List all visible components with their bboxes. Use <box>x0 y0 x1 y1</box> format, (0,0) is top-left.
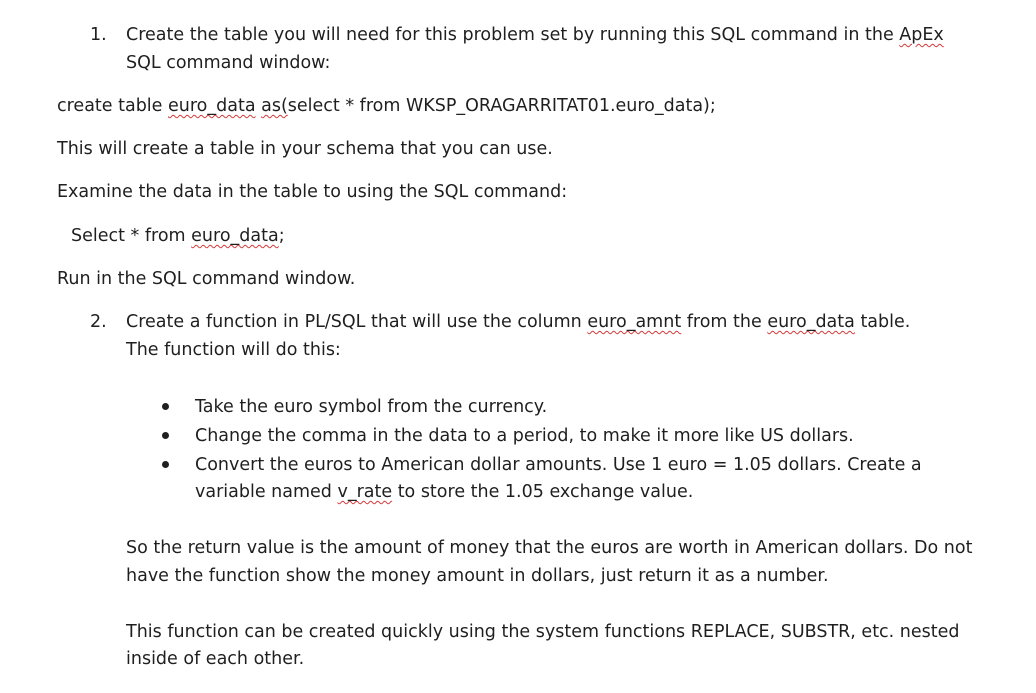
schema-note: This will create a table in your schema that you can use. <box>57 139 553 159</box>
bullet-3-line-1: Convert the euros to American dollar amounts. Use 1 euro = 1.05 dollars. Create a <box>195 455 922 475</box>
function-paragraph-line-1: This function can be created quickly using the system functions REPLACE, SUBSTR, etc. nested <box>126 622 960 642</box>
bullet-2-text: Change the comma in the data to a period, to make it more like US dollars. <box>195 426 854 446</box>
sql-create-as-keyword: as( <box>261 96 288 116</box>
column-name-euro-amnt: euro_amnt <box>587 312 682 332</box>
return-paragraph-line-2: have the function show the money amount in dollars, just return it as a number. <box>126 566 829 586</box>
item-1-text: Create the table you will need for this problem set by running this SQL command in the <box>126 25 900 45</box>
sql-select-pre: Select * from <box>71 226 192 246</box>
apex-word: ApEx <box>899 25 944 45</box>
bullet-dot-3 <box>162 461 169 468</box>
run-instruction: Run in the SQL command window. <box>57 269 356 289</box>
bullet-3-text-pre: variable named <box>195 482 338 502</box>
sql-create-post: select * from WKSP_ORAGARRITAT01.euro_data); <box>287 96 716 116</box>
item-2-text-mid: from the <box>681 312 768 332</box>
item-1-number: 1. <box>90 25 107 45</box>
item-1-line-2: SQL command window: <box>126 53 331 73</box>
sql-create-statement <box>57 95 716 117</box>
item-2-text-post: table. <box>854 312 911 332</box>
table-name-euro-data: euro_data <box>767 312 855 332</box>
item-1-line-1 <box>126 24 944 46</box>
examine-instruction: Examine the data in the table to using the SQL command: <box>57 182 568 202</box>
return-paragraph-line-1: So the return value is the amount of money that the euros are worth in American dollars. Do not <box>126 538 973 558</box>
variable-name-v-rate: v_rate <box>337 482 393 502</box>
bullet-3-line-2 <box>195 481 693 503</box>
item-2-line-1 <box>126 311 910 333</box>
item-2-line-2: The function will do this: <box>126 340 341 360</box>
bullet-dot-1 <box>162 403 169 410</box>
sql-select-statement <box>71 225 285 247</box>
sql-create-table-name: euro_data <box>168 96 256 116</box>
sql-select-table-name: euro_data <box>191 226 279 246</box>
item-2-number: 2. <box>90 312 107 332</box>
bullet-1-text: Take the euro symbol from the currency. <box>195 397 548 417</box>
bullet-dot-2 <box>162 432 169 439</box>
sql-create-pre: create table <box>57 96 168 116</box>
sql-select-post: ; <box>278 226 285 246</box>
bullet-3-text-post: to store the 1.05 exchange value. <box>392 482 694 502</box>
item-2-text-pre: Create a function in PL/SQL that will use the column <box>126 312 588 332</box>
function-paragraph-line-2: inside of each other. <box>126 649 305 669</box>
